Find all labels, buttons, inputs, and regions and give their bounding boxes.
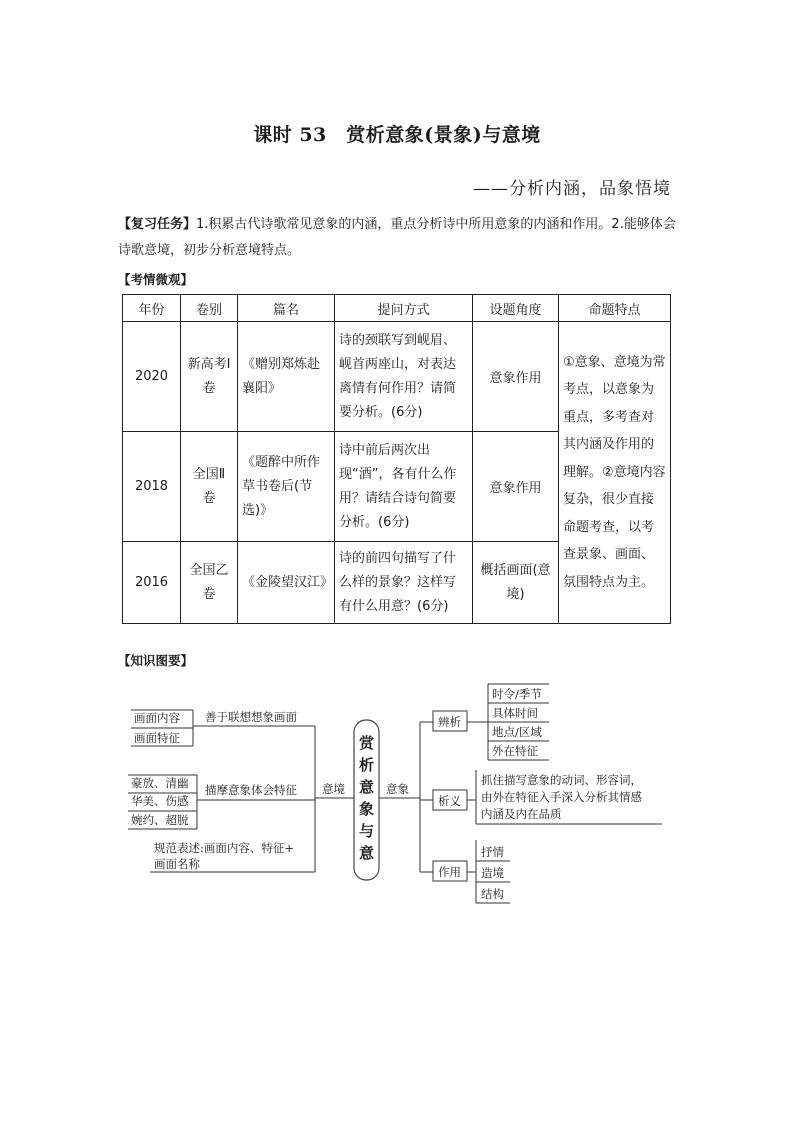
header-angle: 设题角度: [473, 295, 559, 322]
left-top-label: 善于联想想象画面: [205, 710, 297, 724]
left-bottom-line: 规范表述:画面内容、特征+: [154, 841, 295, 855]
xiyi-line: 抓住描写意象的动词、形容词，: [481, 773, 642, 787]
page-subtitle: ——分析内涵，品象悟境: [473, 179, 671, 199]
center-char: 与: [358, 822, 375, 840]
cell-title: 《题醉中所作草书卷后(节选)》: [238, 432, 335, 542]
left-mid-item: 婉约、超脱: [131, 813, 189, 827]
cell-angle: 意象作用: [473, 432, 559, 542]
review-task-text: 1.积累古代诗歌常见意象的内涵，重点分析诗中所用意象的内涵和作用。2.能够体会诗歌意境，初步分析意境特点。: [118, 217, 676, 258]
cell-title: 《金陵望汉江》: [238, 542, 335, 624]
cell-question: 诗的颈联写到岘眉、岘首两座山，对表达离情有何作用？请简要分析。(6分): [335, 322, 473, 432]
cell-angle: 意象作用: [473, 322, 559, 432]
bianxi-item: 外在特征: [492, 744, 538, 758]
xiyi-label: 析义: [438, 794, 461, 808]
center-char: 象: [358, 800, 375, 818]
cell-feature: ①意象、意境为常考点，以意象为重点，多考查对其内涵及作用的理解。②意境内容复杂，很少直接命题考查，以考查景象、画面、氛围特点为主。: [559, 322, 671, 624]
right-branch-label: 意象: [386, 782, 409, 796]
left-mid-item: 豪放、清幽: [131, 776, 189, 790]
center-char: 赏: [358, 734, 375, 752]
center-char: 意: [358, 844, 375, 862]
zuoyong-item: 造境: [481, 866, 504, 880]
bianxi-label: 辨析: [438, 715, 461, 729]
left-top-item: 画面内容: [134, 711, 180, 725]
cell-question: 诗的前四句描写了什么样的景象？这样写有什么用意？(6分): [335, 542, 473, 624]
kaoqing-label: 【考情微观】: [118, 272, 194, 287]
zhishi-label: 【知识图要】: [118, 653, 194, 668]
cell-paper: 全国Ⅱ卷: [181, 432, 238, 542]
xiyi-line: 内涵及内在品质: [481, 807, 562, 821]
page-title: 课时 53 赏析意象(景象)与意境: [253, 124, 541, 146]
center-char: 析: [358, 756, 375, 774]
header-feature: 命题特点: [559, 295, 671, 322]
left-bottom-line: 画面名称: [154, 857, 200, 871]
header-year: 年份: [123, 295, 181, 322]
cell-paper: 全国乙卷: [181, 542, 238, 624]
left-top-item: 画面特征: [134, 731, 180, 745]
cell-paper: 新高考Ⅰ卷: [181, 322, 238, 432]
left-branch-label: 意境: [322, 782, 345, 796]
bianxi-item: 时令/季节: [492, 687, 542, 701]
xiyi-line: 由外在特征入手深入分析其情感: [481, 790, 642, 804]
center-char: 意: [358, 778, 375, 796]
header-paper: 卷别: [181, 295, 238, 322]
header-question: 提问方式: [335, 295, 473, 322]
cell-year: 2020: [123, 322, 181, 432]
cell-year: 2016: [123, 542, 181, 624]
zuoyong-label: 作用: [438, 865, 461, 879]
cell-year: 2018: [123, 432, 181, 542]
review-task-label: 【复习任务】: [118, 217, 197, 232]
bianxi-item: 具体时间: [492, 706, 538, 720]
zuoyong-item: 结构: [481, 887, 504, 901]
left-mid-item: 华美、伤感: [131, 794, 189, 808]
cell-angle: 概括画面(意境): [473, 542, 559, 624]
cell-question: 诗中前后两次出现“酒”，各有什么作用？请结合诗句简要分析。(6分): [335, 432, 473, 542]
left-mid-label: 描摩意象体会特征: [205, 783, 297, 797]
bianxi-item: 地点/区域: [492, 725, 542, 739]
cell-title: 《赠别郑炼赴襄阳》: [238, 322, 335, 432]
zuoyong-item: 抒情: [481, 845, 504, 859]
header-title: 篇名: [238, 295, 335, 322]
